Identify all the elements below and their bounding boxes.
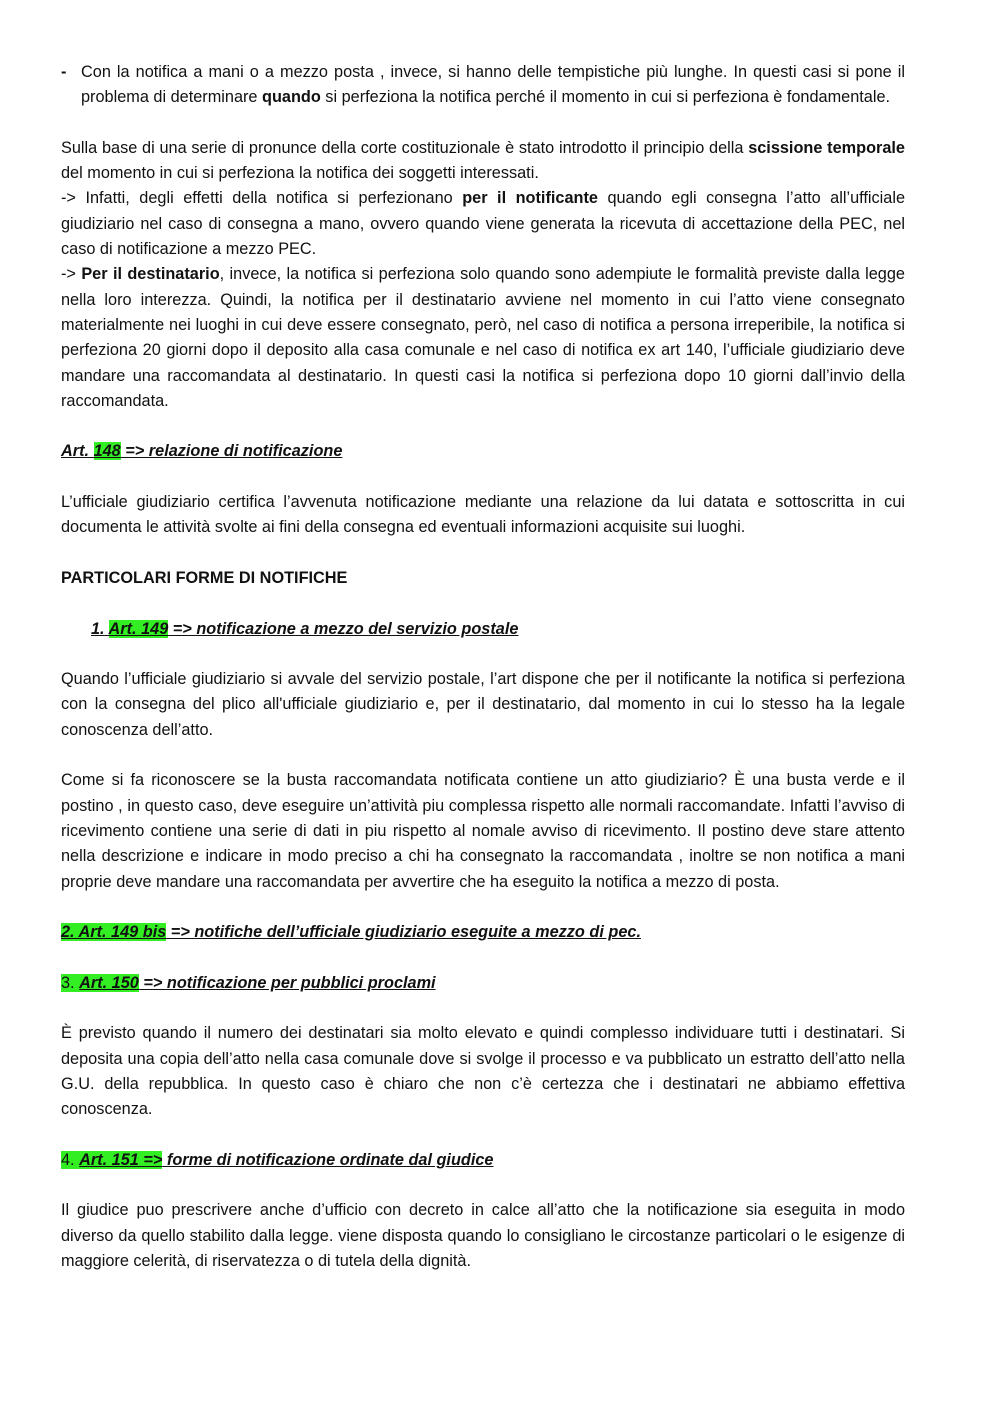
heading-art-149: 1. Art. 149 => notificazione a mezzo del servizio postale <box>91 619 519 638</box>
highlighted-number: 4. <box>61 1150 80 1169</box>
highlighted-text: 148 <box>93 442 121 461</box>
paragraph-art-148: L’ufficiale giudiziario certifica l’avvenuta notificazione mediante una relazione da lui datata e sottoscritta in cui documenta le attività svolte ai fini della consegna ed eventuali informazioni acquisite sui luoghi. <box>61 493 905 537</box>
paragraph-notificante: -> Infatti, degli effetti della notifica si perfezionano per il notificante quando egli consegna l’atto all’ufficiale giudiziario nel caso di consegna a mano, ovvero quando viene generata la ricevuta di accettazione della PEC, nel caso di notificazione a mezzo PEC. <box>61 189 905 259</box>
highlighted-text: Art. 150 <box>79 973 139 992</box>
list-number: 1. <box>91 619 105 638</box>
highlighted-text: Art. 149 <box>108 619 169 638</box>
paragraph-art-151: Il giudice puo prescrivere anche d’ufficio con decreto in calce all’atto che la notificazione sia eseguita in modo diverso da quello stabilito dalla legge. viene disposta quando lo consigliano le circostanze particolari o le esigenze di maggiore celerità, di riservatezza o di tutela della dignità. <box>61 1201 905 1270</box>
paragraph-art-149-b: Come si fa riconoscere se la busta raccomandata notificata contiene un atto giudiziario? È una busta verde e il postino , in questo caso, deve eseguire un’attività piu complessa rispetto alle normali raccomandate. Infatti l’avviso di ricevimento contiene una serie di dati in piu rispetto al nomale avviso di ricevimento. Il postino deve stare attento nella descrizione e indicare in modo preciso a chi ha consegnato la raccomandata , inoltre se non notifica a mani proprie deve mandare una raccomandata per avvertire che ha eseguito la notifica a mezzo di posta. <box>61 771 905 891</box>
paragraph-scissione: Sulla base di una serie di pronunce della corte costituzionale è stato introdotto il principio della scissione temporale del momento in cui si perfeziona la notifica dei soggetti interessati. <box>61 138 905 183</box>
heading-art-148: Art. 148 => relazione di notificazione <box>61 442 343 461</box>
heading-art-150: 3. Art. 150 => notificazione per pubblici proclami <box>61 973 436 992</box>
bold-term: scissione temporale <box>748 138 905 157</box>
section-title: PARTICOLARI FORME DI NOTIFICHE <box>61 568 348 587</box>
bullet-dash: - <box>61 63 67 81</box>
heading-art-151: 4. Art. 151 => forme di notificazione ordinate dal giudice <box>61 1150 494 1169</box>
bold-term: Per il destinatario <box>81 265 220 284</box>
highlighted-text: Art. 151 => <box>79 1150 163 1169</box>
bullet-paragraph: - Con la notifica a mani o a mezzo posta , invece, si hanno delle tempistiche più lunghe. In questi casi si pone il problema di determinare quando si perfeziona la notifica perché il momento in cui si perfeziona è fondamentale. <box>61 60 905 111</box>
bold-term: quando <box>262 88 321 107</box>
bold-term: per il notificante <box>462 189 598 208</box>
highlighted-number: 3. <box>61 973 80 992</box>
paragraph-art-149-a: Quando l’ufficiale giudiziario si avvale del servizio postale, l’art dispone che per il notificante la notifica si perfeziona con la consegna del plico all'ufficiale giudiziario e, per il destinatario, dal momento in cui lo stesso ha la legale conoscenza dell’atto. <box>61 670 905 739</box>
paragraph-art-150: È previsto quando il numero dei destinatari sia molto elevato e quindi complesso individuare tutti i destinatari. Si deposita una copia dell’atto nella casa comunale dove si svolge il processo e va pubblicato un estratto dell’atto nella G.U. della repubblica. In questo caso è chiaro che non c’è certezza che i destinatari ne abbiamo effettiva conoscenza. <box>61 1024 905 1119</box>
highlighted-text: 2. Art. 149 bis <box>61 923 167 942</box>
heading-art-149-bis: 2. Art. 149 bis => notifiche dell’ufficiale giudiziario eseguite a mezzo di pec. <box>61 923 641 942</box>
document-page <box>61 60 905 1274</box>
paragraph-destinatario: -> Per il destinatario, invece, la notifica si perfeziona solo quando sono adempiute le formalità previste dalla legge nella loro interezza. Quindi, la notifica per il destinatario avviene nel momento in cui l’atto viene consegnato materialmente nei luoghi in cui deve essere consegnato, però, nel caso di notifica a persona irreperibile, la notifica si perfeziona 20 giorni dopo il deposito alla casa comunale e nel caso di notifica ex art 140, l’ufficiale giudiziario deve mandare una raccomandata al destinatario. In questi casi la notifica si perfeziona dopo 10 giorni dall’invio della raccomandata. <box>61 265 905 410</box>
